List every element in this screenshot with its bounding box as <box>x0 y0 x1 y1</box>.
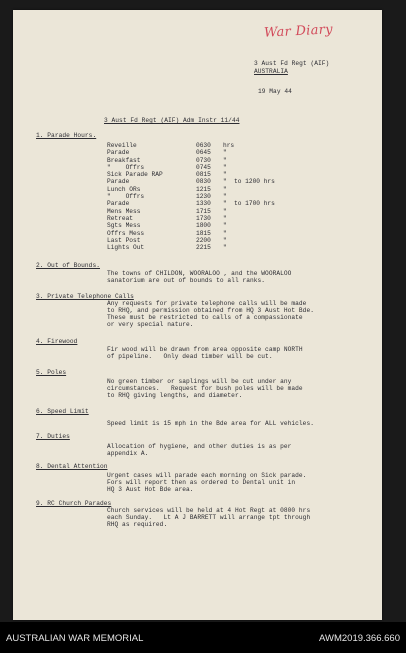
section-6-line-1: Speed limit is 15 mph in the Bde area for ALL vehicles. <box>107 420 314 427</box>
section-8-line-1: Urgent cases will parade each morning on Sick parade. <box>107 472 307 479</box>
schedule-item: Retreat <box>107 214 133 222</box>
schedule-until: to 1700 hrs <box>234 200 275 208</box>
war-diary-stamp: War Diary <box>263 22 334 41</box>
date-header: 19 May 44 <box>258 88 292 95</box>
section-3-line-3: These must be restricted to calls of a compassionate <box>107 314 303 321</box>
schedule-unit: " <box>223 193 227 201</box>
section-8-line-2: Fors will report then as ordered to Dental unit in <box>107 479 296 486</box>
schedule-unit: " <box>223 200 227 208</box>
footer-accession: AWM2019.366.660 <box>319 633 400 644</box>
schedule-time: 0830 <box>196 178 211 186</box>
section-3-line-2: to RHQ, and permission obtained from HQ 3 Aust Hot Bde. <box>107 307 314 314</box>
schedule-item: Lights Out <box>107 244 145 252</box>
schedule-item: Offrs Mess <box>107 229 145 237</box>
section-6-heading: 6. Speed Limit <box>36 408 89 415</box>
schedule-time: 2215 <box>196 244 211 252</box>
schedule-until: to 1200 hrs <box>234 178 275 186</box>
section-2-line-2: sanatorium are out of bounds to all ranks. <box>107 277 266 284</box>
section-7-line-2: appendix A. <box>107 450 149 457</box>
section-8-line-3: HQ 3 Aust Hot Bde area. <box>107 486 194 493</box>
section-9-line-3: RHQ as required. <box>107 521 168 528</box>
schedule-unit: " <box>223 207 227 215</box>
section-4-line-2: of pipeline. Only dead timber will be cut. <box>107 353 273 360</box>
schedule-unit: " <box>223 156 227 164</box>
schedule-time: 1230 <box>196 193 211 201</box>
schedule-unit: " <box>223 185 227 193</box>
schedule-unit: " <box>223 163 227 171</box>
schedule-unit: " <box>223 149 227 157</box>
schedule-item: Sick Parade RAP <box>107 171 163 179</box>
schedule-item: Breakfast <box>107 156 141 164</box>
section-7-heading: 7. Duties <box>36 433 70 440</box>
schedule-item: " Offrs <box>107 163 145 171</box>
unit-header: 3 Aust Fd Regt (AIF) <box>254 60 330 67</box>
section-2-heading: 2. Out of Bounds. <box>36 262 100 269</box>
schedule-item: Parade <box>107 200 130 208</box>
schedule-unit: " <box>223 236 227 244</box>
schedule-time: 0745 <box>196 163 211 171</box>
section-4-heading: 4. Firewood <box>36 338 78 345</box>
schedule-item: Mens Mess <box>107 207 141 215</box>
schedule-unit: " <box>223 229 227 237</box>
schedule-time: 1330 <box>196 200 211 208</box>
schedule-unit: " <box>223 222 227 230</box>
schedule-time: 0645 <box>196 149 211 157</box>
document-title: 3 Aust Fd Regt (AIF) Adm Instr 11/44 <box>104 117 240 124</box>
section-1-heading: 1. Parade Hours. <box>36 132 97 139</box>
section-5-line-3: to RHQ giving lengths, and diameter. <box>107 392 243 399</box>
section-9-line-1: Church services will be held at 4 Hot Regt at 0800 hrs <box>107 507 311 514</box>
schedule-time: 0815 <box>196 171 211 179</box>
section-3-line-1: Any requests for private telephone calls will be made <box>107 300 307 307</box>
section-7-line-1: Allocation of hygiene, and other duties is as per <box>107 443 292 450</box>
schedule-unit: " <box>223 244 227 252</box>
schedule-time: 0630 <box>196 142 211 149</box>
place-header: AUSTRALIA <box>254 68 288 75</box>
section-9-line-2: each Sunday. Lt A J BARRETT will arrange tpt through <box>107 514 311 521</box>
schedule-time: 1815 <box>196 229 211 237</box>
section-5-line-2: circumstances. Request for bush poles will be made <box>107 385 303 392</box>
section-3-line-4: or very special nature. <box>107 321 194 328</box>
schedule-unit: " <box>223 171 227 179</box>
footer-credit: AUSTRALIAN WAR MEMORIAL <box>6 633 144 644</box>
schedule-time: 2200 <box>196 236 211 244</box>
schedule-time: 1800 <box>196 222 211 230</box>
section-9-heading: 9. RC Church Parades <box>36 500 112 507</box>
schedule-unit: hrs <box>223 142 235 149</box>
schedule-time: 1215 <box>196 185 211 193</box>
schedule-item: Parade <box>107 149 130 157</box>
section-4-line-1: Fir wood will be drawn from area opposite camp NORTH <box>107 346 303 353</box>
schedule-item: Sgts Mess <box>107 222 141 230</box>
schedule-unit: " <box>223 214 227 222</box>
section-5-heading: 5. Poles <box>36 369 67 376</box>
schedule-time: 0730 <box>196 156 211 164</box>
schedule-time: 1715 <box>196 207 211 215</box>
schedule-item: Last Post <box>107 236 141 244</box>
schedule-item: Reveille <box>107 142 137 149</box>
section-2-line-1: The towns of CHILDON, WOORALOO , and the WOORALOO <box>107 270 292 277</box>
section-8-heading: 8. Dental Attention <box>36 463 108 470</box>
footer-bar <box>0 622 406 653</box>
schedule-time: 1730 <box>196 214 211 222</box>
section-5-line-1: No green timber or saplings will be cut under any <box>107 378 292 385</box>
schedule-item: Parade <box>107 178 130 186</box>
schedule-item: Lunch ORs <box>107 185 141 193</box>
section-3-heading: 3. Private Telephone Calls <box>36 293 134 300</box>
schedule-item: " Offrs <box>107 193 145 201</box>
schedule-unit: " <box>223 178 227 186</box>
